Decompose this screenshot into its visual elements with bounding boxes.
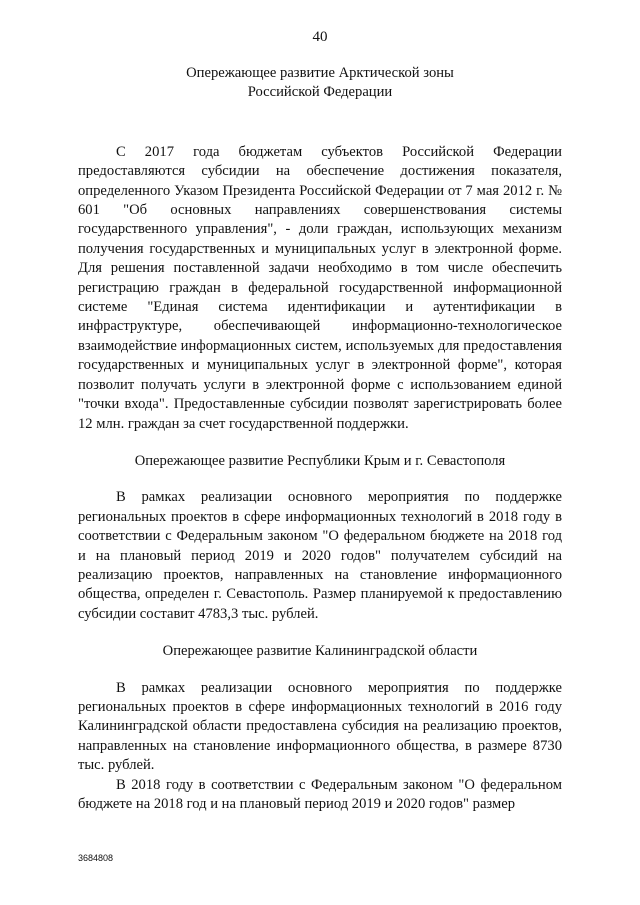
- heading-line: Опережающее развитие Арктической зоны: [186, 65, 454, 81]
- document-code: 3684808: [78, 853, 114, 863]
- heading-line: Опережающее развитие Республики Крым и г. Севастополя: [134, 452, 506, 469]
- heading-line: Российской Федерации: [247, 84, 393, 101]
- section-heading-arctic: [78, 64, 562, 103]
- paragraph-kaliningrad-2: В 2018 году в соответствии с Федеральным законом "О федеральном бюджете на 2018 год и на плановый период 2019 и 2020 годов" размер: [78, 776, 562, 812]
- page-number: 40: [312, 29, 328, 45]
- document-body: [78, 64, 562, 814]
- section-heading-kaliningrad: [78, 642, 562, 661]
- section-heading-crimea: [78, 452, 562, 471]
- heading-line: Опережающее развитие Калининградской области: [162, 643, 478, 660]
- paragraph-arctic: С 2017 года бюджетам субъектов Российской Федерации предоставляются субсидии на обеспечение достижения показателя, определенного Указом Президента Российской Федерации от 7 мая 2012 г. № 601 "Об основных направлениях совершенствования системы государственного управления", - доли граждан, использующих механизм получения государственных и муниципальных услуг в электронной форме. Для решения поставленной задачи необходимо в том числе обеспечить регистрацию граждан в федеральной государственной информационной системе "Единая система идентификации и аутентификации в инфраструктуре, обеспечивающей информационно-технологическое взаимодействие информационных систем, используемых для предоставления государственных и муниципальных услуг в электронной форме", которая позволит получать услуги в электронной форме с использованием единой "точки входа". Предоставленные субсидии позволят зарегистрировать более 12 млн. граждан за счет государственной поддержки.: [78, 143, 562, 432]
- paragraph-crimea: В рамках реализации основного мероприятия по поддержке региональных проектов в сфере информационных технологий в 2018 году в соответствии с Федеральным законом "О федеральном бюджете на 2018 год и на плановый период 2019 и 2020 годов" получателем субсидий на реализацию проектов, направленных на становление информационного общества, определен г. Севастополь. Размер планируемой к предоставлению субсидии составит 4783,3 тыс. рублей.: [78, 489, 562, 622]
- paragraph-kaliningrad-1: В рамках реализации основного мероприятия по поддержке региональных проектов в сфере информационных технологий в 2016 году Калининградской области предоставлена субсидия на реализацию проектов, направленных на становление информационного общества, в размере 8730 тыс. рублей.: [78, 679, 562, 774]
